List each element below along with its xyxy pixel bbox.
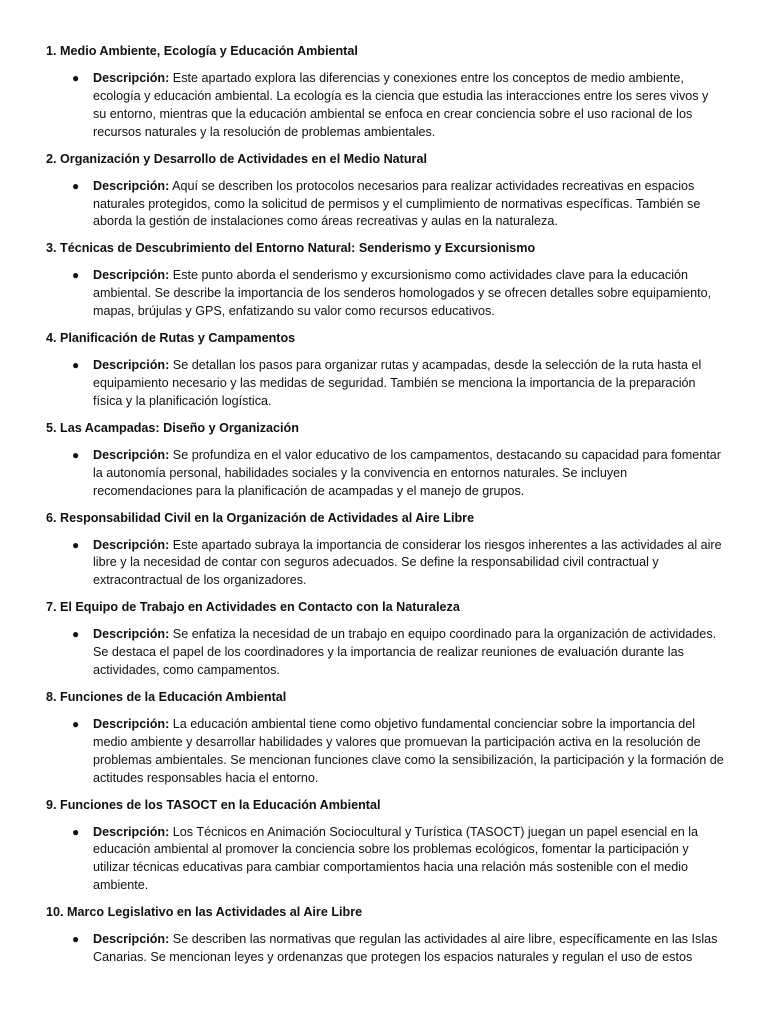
bullet-item — [46, 824, 724, 896]
description-label: Descripción: — [93, 537, 170, 552]
description-label: Descripción: — [93, 932, 170, 947]
description-label: Descripción: — [93, 824, 170, 839]
bullet-list — [46, 178, 724, 232]
description-label: Descripción: — [93, 268, 170, 283]
bullet-icon: ● — [72, 716, 80, 731]
bullet-list — [46, 716, 724, 788]
section-title: 3. Técnicas de Descubrimiento del Entorno Natural: Senderismo y Excursionismo — [46, 241, 536, 256]
bullet-list — [46, 357, 724, 411]
section-title: 5. Las Acampadas: Diseño y Organización — [46, 420, 299, 435]
section-title: 9. Funciones de los TASOCT en la Educación Ambiental — [46, 797, 381, 812]
section-3 — [46, 239, 724, 321]
section-title: 1. Medio Ambiente, Ecología y Educación Ambiental — [46, 44, 358, 58]
bullet-item — [46, 70, 724, 142]
description-label: Descripción: — [93, 447, 170, 462]
description-text: Se describen las normativas que regulan las actividades al aire libre, específicamente en las Islas Canarias. Se mencionan leyes y ordenanzas que protegen los espacios naturales y regulan el uso de estos — [93, 932, 718, 965]
bullet-icon: ● — [72, 447, 80, 462]
bullet-icon: ● — [72, 537, 80, 552]
bullet-item — [46, 267, 724, 321]
bullet-list — [46, 267, 724, 321]
bullet-icon: ● — [72, 358, 80, 373]
section-10 — [46, 903, 724, 967]
section-2 — [46, 150, 724, 232]
bullet-list — [46, 70, 724, 142]
description-text: Los Técnicos en Animación Sociocultural y Turística (TASOCT) juegan un papel esencial en la educación ambiental al promover la conciencia sobre los problemas ecológicos, fomentar la participación y utilizar técnicas educativas para cambiar comportamientos hacia una relación más sostenible con el medio ambiente. — [93, 824, 699, 893]
section-7 — [46, 598, 724, 680]
bullet-icon: ● — [72, 268, 80, 283]
bullet-item — [46, 357, 724, 411]
section-title: 8. Funciones de la Educación Ambiental — [46, 689, 287, 704]
section-1 — [46, 42, 724, 142]
section-8 — [46, 688, 724, 788]
description-text: Este apartado explora las diferencias y conexiones entre los conceptos de medio ambiente, ecología y educación ambiental. La ecología es la ciencia que estudia las interacciones entre los seres vivos y su entorno, mientras que la educación ambiental se enfoca en crear conciencia sobre el uso racional de los recursos naturales y la resolución de problemas ambientales. — [93, 71, 709, 139]
bullet-icon: ● — [72, 71, 80, 85]
description-text: Aquí se describen los protocolos necesarios para realizar actividades recreativas en espacios naturales protegidos, como la solicitud de permisos y el cumplimiento de normativas específicas. También se aborda la gestión de instalaciones como áreas recreativas y aulas en la naturaleza. — [93, 178, 701, 229]
bullet-item — [46, 626, 724, 680]
bullet-list — [46, 931, 724, 967]
bullet-item — [46, 537, 724, 591]
section-4 — [46, 329, 724, 411]
section-6 — [46, 509, 724, 591]
section-title: 7. El Equipo de Trabajo en Actividades en Contacto con la Naturaleza — [46, 600, 460, 615]
bullet-item — [46, 931, 724, 967]
bullet-icon: ● — [72, 627, 80, 642]
description-text: La educación ambiental tiene como objetivo fundamental concienciar sobre la importancia del medio ambiente y desarrollar habilidades y valores que promuevan la participación activa en la resolución de problemas ambientales. Se mencionan funciones clave como la sensibilización, la participación y la formación de actitudes responsables hacia el entorno. — [93, 716, 724, 785]
bullet-item — [46, 716, 724, 788]
description-text: Este apartado subraya la importancia de considerar los riesgos inherentes a las actividades al aire libre y la necesidad de contar con seguros adecuados. Se define la responsabilidad civil contractual y extracontractual de los organizadores. — [93, 537, 722, 588]
bullet-list — [46, 824, 724, 896]
bullet-list — [46, 447, 724, 501]
bullet-list — [46, 626, 724, 680]
description-label: Descripción: — [93, 71, 170, 85]
section-title: 6. Responsabilidad Civil en la Organización de Actividades al Aire Libre — [46, 510, 475, 525]
bullet-item — [46, 447, 724, 501]
section-title: 2. Organización y Desarrollo de Actividades en el Medio Natural — [46, 151, 427, 166]
bullet-icon: ● — [72, 178, 80, 193]
description-text: Este punto aborda el senderismo y excursionismo como actividades clave para la educación ambiental. Se describe la importancia de los senderos homologados y se ofrecen detalles sobre equipamiento, mapas, brújulas y GPS, enfatizando su valor como recursos educativos. — [93, 268, 712, 319]
bullet-item — [46, 178, 724, 232]
description-label: Descripción: — [93, 716, 170, 731]
section-5 — [46, 419, 724, 501]
description-text: Se profundiza en el valor educativo de los campamentos, destacando su capacidad para fomentar la autonomía personal, habilidades sociales y la convivencia en entornos naturales. Se incluyen recomendaciones para la planificación de acampadas y el manejo de grupos. — [93, 447, 721, 498]
bullet-list — [46, 537, 724, 591]
description-text: Se detallan los pasos para organizar rutas y acampadas, desde la selección de la ruta hasta el equipamiento necesario y las medidas de seguridad. También se menciona la importancia de la preparación física y la planificación logística. — [93, 358, 702, 408]
section-title: 4. Planificación de Rutas y Campamentos — [46, 331, 296, 346]
bullet-icon: ● — [72, 932, 80, 947]
description-label: Descripción: — [93, 627, 170, 642]
bullet-icon: ● — [72, 824, 80, 839]
section-title: 10. Marco Legislativo en las Actividades al Aire Libre — [46, 905, 363, 920]
section-9 — [46, 796, 724, 896]
description-text: Se enfatiza la necesidad de un trabajo en equipo coordinado para la organización de actividades. Se destaca el papel de los coordinadores y la importancia de realizar reuniones de evaluación durante las actividades, como campamentos. — [93, 627, 717, 678]
description-label: Descripción: — [93, 358, 170, 373]
description-label: Descripción: — [93, 178, 170, 193]
